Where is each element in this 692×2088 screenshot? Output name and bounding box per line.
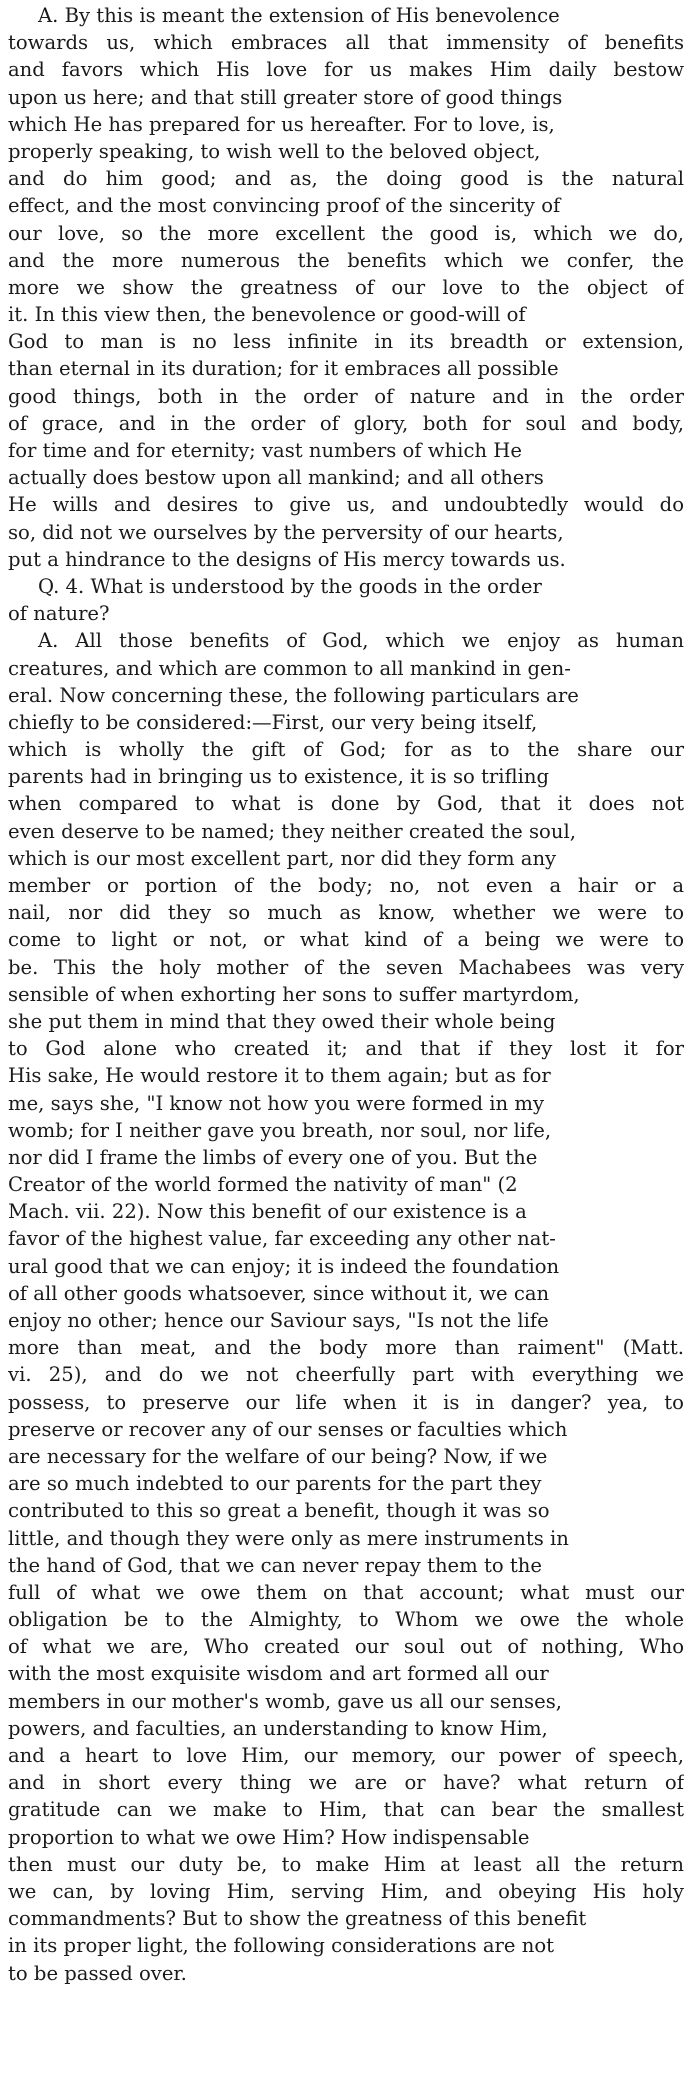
text-line: so, did not we ourselves by the perversity of our hearts,: [8, 520, 564, 544]
text-line: more than meat, and the body more than raiment" (Matt.: [8, 1336, 684, 1360]
text-line: God to man is no less infinite in its breadth or extension,: [8, 330, 684, 354]
text-line: of all other goods whatsoever, since without it, we can: [8, 1281, 550, 1305]
text-line: the hand of God, that we can never repay them to the: [8, 1553, 542, 1577]
text-line: and a heart to love Him, our memory, our power of speech,: [8, 1744, 684, 1767]
text-line: good things, both in the order of nature and in the order: [8, 384, 684, 408]
text-line: are so much indebted to our parents for the part they: [8, 1472, 542, 1496]
text-line: commandments? But to show the greatness of this benefit: [8, 1907, 587, 1931]
text-line: put a hindrance to the designs of His mercy towards us.: [8, 547, 566, 571]
text-line: more we show the greatness of our love to the object of: [8, 275, 684, 299]
text-line: of nature?: [8, 602, 110, 626]
text-line: nor did I frame the limbs of every one of you. But the: [8, 1145, 538, 1169]
text-line: favor of the highest value, far exceeding any other nat-: [8, 1227, 556, 1251]
text-line: be. This the holy mother of the seven Machabees was very: [8, 955, 684, 979]
text-line: to God alone who created it; and that if they lost it for: [8, 1037, 684, 1061]
text-line: she put them in mind that they owed their whole being: [8, 1009, 556, 1033]
text-line: of what we are, Who created our soul out of nothing, Who: [8, 1635, 684, 1659]
text-line: even deserve to be named; they neither created the soul,: [8, 819, 576, 843]
text-line: His sake, He would restore it to them again; but as for: [8, 1064, 551, 1088]
text-line: chiefly to be considered:—First, our very being itself,: [8, 710, 538, 734]
text-line: when compared to what is done by God, that it does not: [8, 792, 684, 816]
text-line: we can, by loving Him, serving Him, and obeying His holy: [8, 1879, 684, 1903]
text-line: little, and though they were only as mere instruments in: [8, 1526, 569, 1550]
text-line: nail, nor did they so much as know, whether we were to: [8, 901, 684, 925]
text-line: our love, so the more excellent the good is, which we do,: [8, 221, 684, 245]
text-line: member or portion of the body; no, not even a hair or a: [8, 874, 684, 897]
text-line: parents had in bringing us to existence, it is so trifling: [8, 765, 550, 789]
text-line: obligation be to the Almighty, to Whom we owe the whole: [8, 1608, 684, 1632]
text-line: come to light or not, or what kind of a being we were to: [8, 928, 684, 952]
text-line: than eternal in its duration; for it embraces all possible: [8, 357, 559, 381]
text-line: He wills and desires to give us, and undoubtedly would do: [8, 493, 684, 517]
text-line: of grace, and in the order of glory, both for soul and body,: [8, 411, 684, 435]
text-line: which He has prepared for us hereafter. For to love, is,: [8, 112, 555, 136]
text-line: creatures, and which are common to all mankind in gen-: [8, 656, 571, 680]
text-line: Creator of the world formed the nativity of man" (2: [8, 1173, 518, 1197]
text-line: preserve or recover any of our senses or faculties which: [8, 1417, 568, 1441]
text-line: for time and for eternity; vast numbers of which He: [8, 439, 522, 462]
text-line: and the more numerous the benefits which we confer, the: [8, 248, 684, 272]
text-line: properly speaking, to wish well to the beloved object,: [8, 139, 541, 163]
text-line: upon us here; and that still greater store of good things: [8, 85, 563, 109]
text-line: possess, to preserve our life when it is in danger? yea, to: [8, 1390, 684, 1414]
text-line: which is wholly the gift of God; for as to the share our: [8, 738, 684, 762]
text-line: in its proper light, the following considerations are not: [8, 1934, 555, 1958]
text-line: womb; for I neither gave you breath, nor soul, nor life,: [8, 1118, 552, 1142]
text-line: gratitude can we make to Him, that can bear the smallest: [8, 1798, 684, 1822]
text-line: it. In this view then, the benevolence or good-will of: [8, 303, 526, 327]
text-line: eral. Now concerning these, the following particulars are: [8, 683, 579, 707]
text-line: vi. 25), and do we not cheerfully part with everything we: [8, 1363, 684, 1387]
text-line: proportion to what we owe Him? How indispensable: [8, 1825, 530, 1849]
text-line: are necessary for the welfare of our being? Now, if we: [8, 1444, 548, 1468]
text-line: me, says she, "I know not how you were formed in my: [8, 1091, 545, 1115]
text-line: effect, and the most convincing proof of the sincerity of: [8, 194, 561, 218]
text-line: and in short every thing we are or have? what return of: [8, 1771, 684, 1795]
text-line: to be passed over.: [8, 1961, 187, 1985]
text-line: members in our mother's womb, gave us all our senses,: [8, 1689, 562, 1713]
text-line: then must our duty be, to make Him at least all the return: [8, 1852, 684, 1876]
text-line: and do him good; and as, the doing good is the natural: [8, 167, 684, 191]
text-line: full of what we owe them on that account; what must our: [8, 1580, 684, 1604]
text-line: Q. 4. What is understood by the goods in the order: [38, 574, 542, 598]
text-line: ural good that we can enjoy; it is indeed the foundation: [8, 1254, 560, 1278]
text-line: contributed to this so great a benefit, though it was so: [8, 1499, 550, 1523]
text-line: with the most exquisite wisdom and art formed all our: [8, 1662, 549, 1686]
text-line: enjoy no other; hence our Saviour says, "Is not the life: [8, 1309, 549, 1332]
text-line: Mach. vii. 22). Now this benefit of our existence is a: [8, 1200, 527, 1224]
text-line: sensible of when exhorting her sons to suffer martyrdom,: [8, 982, 580, 1006]
text-line: and favors which His love for us makes Him daily bestow: [8, 58, 684, 82]
text-line: A. By this is meant the extension of His benevolence: [38, 4, 560, 27]
text-line: actually does bestow upon all mankind; and all others: [8, 466, 544, 490]
text-line: towards us, which embraces all that immensity of benefits: [8, 31, 684, 55]
text-line: A. All those benefits of God, which we enjoy as human: [38, 629, 684, 653]
text-line: powers, and faculties, an understanding to know Him,: [8, 1716, 548, 1740]
text-line: which is our most excellent part, nor did they form any: [8, 846, 557, 870]
